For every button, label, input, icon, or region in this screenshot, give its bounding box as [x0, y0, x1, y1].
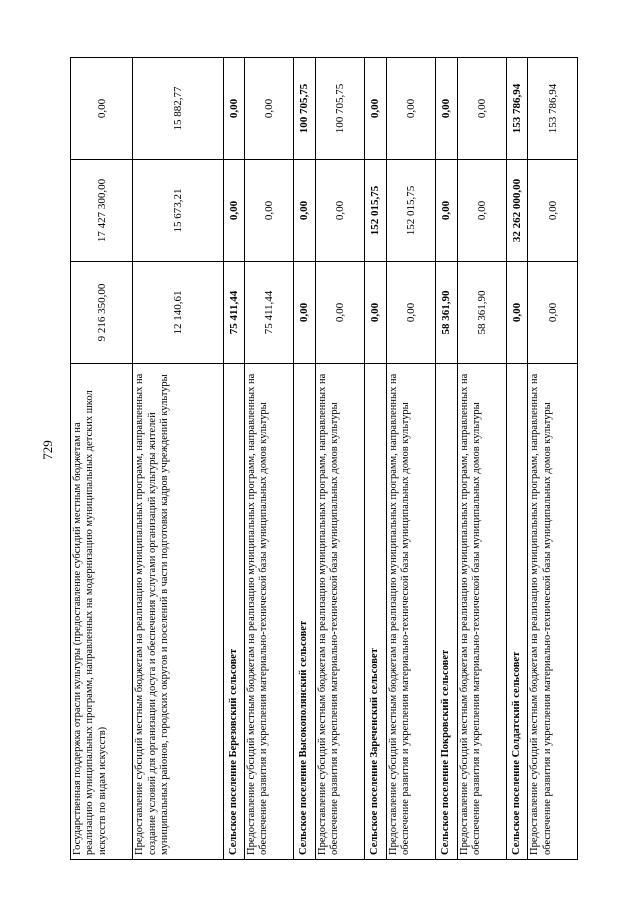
- row-value-1: 0,00: [315, 262, 364, 364]
- section-value-1: 0,00: [507, 262, 528, 364]
- table-container: [70, 58, 578, 860]
- table-row-section-header: [436, 58, 457, 860]
- row-value-2: 0,00: [457, 160, 506, 262]
- section-value-2: 0,00: [436, 160, 457, 262]
- rotated-page-content: [70, 58, 578, 860]
- row-value-3: 15 882,77: [133, 58, 223, 160]
- budget-table: [70, 57, 578, 860]
- row-description: Предоставление субсидий местным бюджетам на реализацию муниципальных программ, направленных на обеспечение развития и укрепления материально-технической базы муниципальных домов культуры: [244, 364, 293, 860]
- section-title: Сельское поселение Зареченский сельсовет: [365, 364, 386, 860]
- budget-table-body: [71, 58, 578, 860]
- row-value-3: 0,00: [71, 58, 133, 160]
- section-value-3: 153 786,94: [507, 58, 528, 160]
- row-value-1: 9 216 350,00: [71, 262, 133, 364]
- section-title: Сельское поселение Солдатский сельсовет: [507, 364, 528, 860]
- table-row-section-header: [223, 58, 244, 860]
- table-row-section-header: [294, 58, 315, 860]
- row-description: Предоставление субсидий местным бюджетам на реализацию муниципальных программ, направленных на обеспечение развития и укрепления материально-технической базы муниципальных домов культуры: [386, 364, 435, 860]
- row-value-2: 0,00: [315, 160, 364, 262]
- row-description: Предоставление субсидий местным бюджетам на реализацию муниципальных программ, направленных на обеспечение развития и укрепления материально-технической базы муниципальных домов культуры: [528, 364, 578, 860]
- row-description: Предоставление субсидий местным бюджетам на реализацию муниципальных программ, направленных на создание условий для организации досуга и обеспечения услугами организаций культуры жителей муниципальных районов, городских округов и поселений в части подготовки кадров учреждений культуры: [133, 364, 223, 860]
- row-description: Государственная поддержка отрасли культуры (предоставление субсидий местным бюджетам на реализацию муниципальных программ, направленных на модернизацию муниципальных детских школ искусств по видам искусств): [71, 364, 133, 860]
- row-description: Предоставление субсидий местным бюджетам на реализацию муниципальных программ, направленных на обеспечение развития и укрепления материально-технической базы муниципальных домов культуры: [457, 364, 506, 860]
- page-number: 729: [40, 440, 55, 460]
- section-value-1: 75 411,44: [223, 262, 244, 364]
- section-value-1: 0,00: [365, 262, 386, 364]
- section-value-3: 0,00: [365, 58, 386, 160]
- section-title: Сельское поселение Березовский сельсовет: [223, 364, 244, 860]
- row-value-1: 75 411,44: [244, 262, 293, 364]
- table-row: [315, 58, 364, 860]
- row-value-1: 0,00: [528, 262, 578, 364]
- section-value-1: 0,00: [294, 262, 315, 364]
- row-value-3: 0,00: [244, 58, 293, 160]
- table-row: [386, 58, 435, 860]
- table-row: [457, 58, 506, 860]
- section-value-2: 152 015,75: [365, 160, 386, 262]
- row-value-3: 0,00: [457, 58, 506, 160]
- row-value-3: 100 705,75: [315, 58, 364, 160]
- table-row: [528, 58, 578, 860]
- section-title: Сельское поселение Высокополянский сельсовет: [294, 364, 315, 860]
- table-row-section-header: [507, 58, 528, 860]
- row-value-2: 15 673,21: [133, 160, 223, 262]
- row-value-2: 0,00: [528, 160, 578, 262]
- section-value-2: 0,00: [223, 160, 244, 262]
- row-value-2: 17 427 300,00: [71, 160, 133, 262]
- section-value-3: 0,00: [223, 58, 244, 160]
- section-value-1: 58 361,90: [436, 262, 457, 364]
- section-title: Сельское поселение Покровский сельсовет: [436, 364, 457, 860]
- table-row-section-header: [365, 58, 386, 860]
- row-value-1: 0,00: [386, 262, 435, 364]
- row-value-3: 153 786,94: [528, 58, 578, 160]
- section-value-3: 0,00: [436, 58, 457, 160]
- section-value-2: 32 262 000,00: [507, 160, 528, 262]
- section-value-3: 100 705,75: [294, 58, 315, 160]
- row-description: Предоставление субсидий местным бюджетам на реализацию муниципальных программ, направленных на обеспечение развития и укрепления материально-технической базы муниципальных домов культуры: [315, 364, 364, 860]
- table-row: [133, 58, 223, 860]
- section-value-2: 0,00: [294, 160, 315, 262]
- row-value-3: 0,00: [386, 58, 435, 160]
- row-value-1: 12 140,61: [133, 262, 223, 364]
- table-row: [71, 58, 133, 860]
- table-row: [244, 58, 293, 860]
- row-value-1: 58 361,90: [457, 262, 506, 364]
- row-value-2: 0,00: [244, 160, 293, 262]
- row-value-2: 152 015,75: [386, 160, 435, 262]
